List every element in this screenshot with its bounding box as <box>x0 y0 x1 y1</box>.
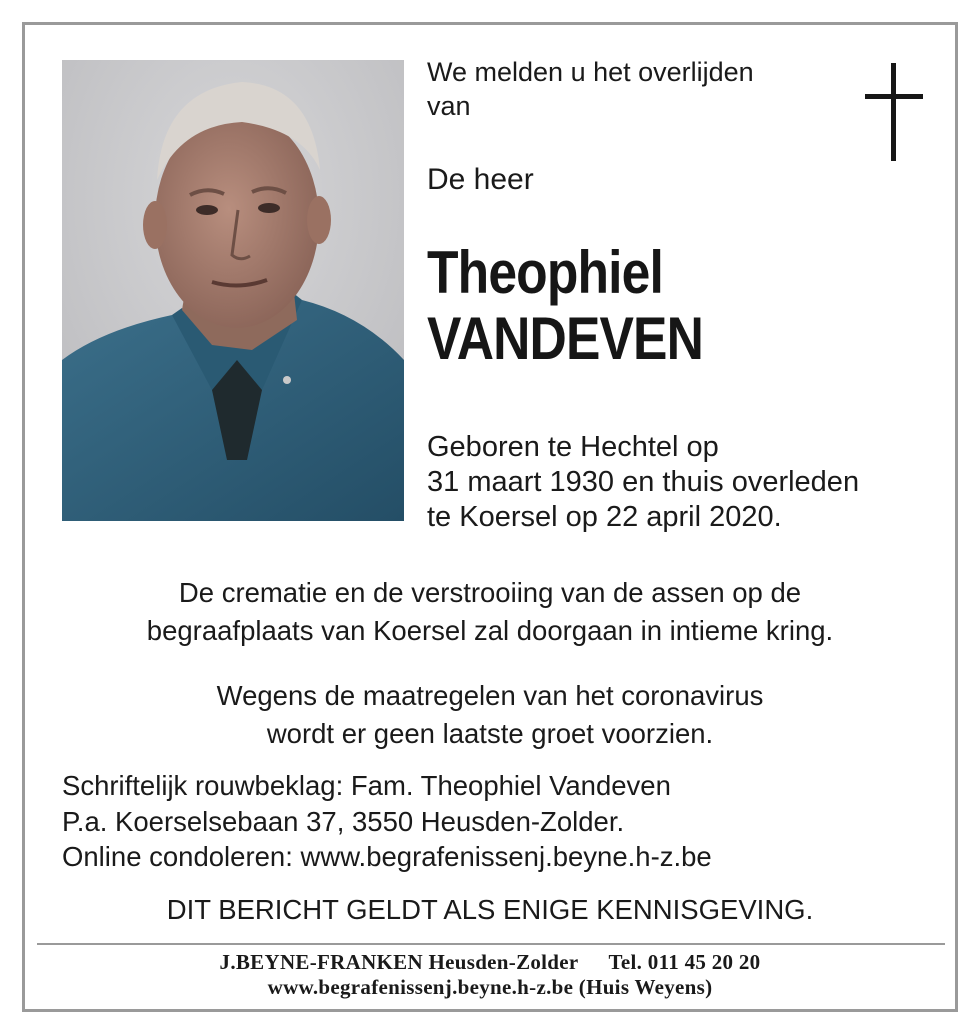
paragraph-line: wordt er geen laatste groet voorzien. <box>266 718 714 749</box>
intro-line: van <box>427 91 471 121</box>
details-line: 31 maart 1930 en thuis overleden <box>427 466 860 498</box>
portrait-photo <box>62 60 404 521</box>
intro-line: We melden u het overlijden <box>427 57 754 87</box>
footer <box>25 950 955 1000</box>
details-line: te Koersel op 22 april 2020. <box>427 501 782 533</box>
paragraph-line: De crematie en de verstrooiing van de assen op de <box>178 577 802 608</box>
condolence-address: Schriftelijk rouwbeklag: Fam. Theophiel Vandeven <box>62 770 671 801</box>
salutation: De heer <box>427 163 534 196</box>
cremation-paragraph <box>25 574 955 650</box>
paragraph-line: Wegens de maatregelen van het coronavirus <box>216 680 764 711</box>
birth-death-details <box>427 430 947 535</box>
telephone: Tel. 011 45 20 20 <box>608 950 761 974</box>
portrait-illustration <box>62 60 404 521</box>
deceased-name <box>427 240 703 372</box>
contact-details <box>62 768 942 875</box>
paragraph-line: begraafplaats van Koersel zal doorgaan in intieme kring. <box>146 615 834 646</box>
postal-address: P.a. Koerselsebaan 37, 3550 Heusden-Zolder. <box>62 805 625 837</box>
last-name: VANDEVEN <box>427 305 704 372</box>
divider <box>37 943 945 945</box>
cross-icon <box>865 63 923 161</box>
corona-paragraph <box>25 677 955 753</box>
funeral-home-name: J.BEYNE-FRANKEN Heusden-Zolder <box>219 950 579 974</box>
first-name: Theophiel <box>427 239 663 306</box>
obituary-card <box>22 22 958 1012</box>
details-line: Geboren te Hechtel op <box>427 431 719 463</box>
intro-text <box>427 55 827 123</box>
online-condolence: Online condoleren: www.begrafenissenj.beyne.h-z.be <box>62 841 712 872</box>
footer-line-1 <box>25 950 955 975</box>
footer-website: www.begrafenissenj.beyne.h-z.be (Huis Weyens) <box>267 975 713 999</box>
notice-line: DIT BERICHT GELDT ALS ENIGE KENNISGEVING. <box>166 894 814 925</box>
